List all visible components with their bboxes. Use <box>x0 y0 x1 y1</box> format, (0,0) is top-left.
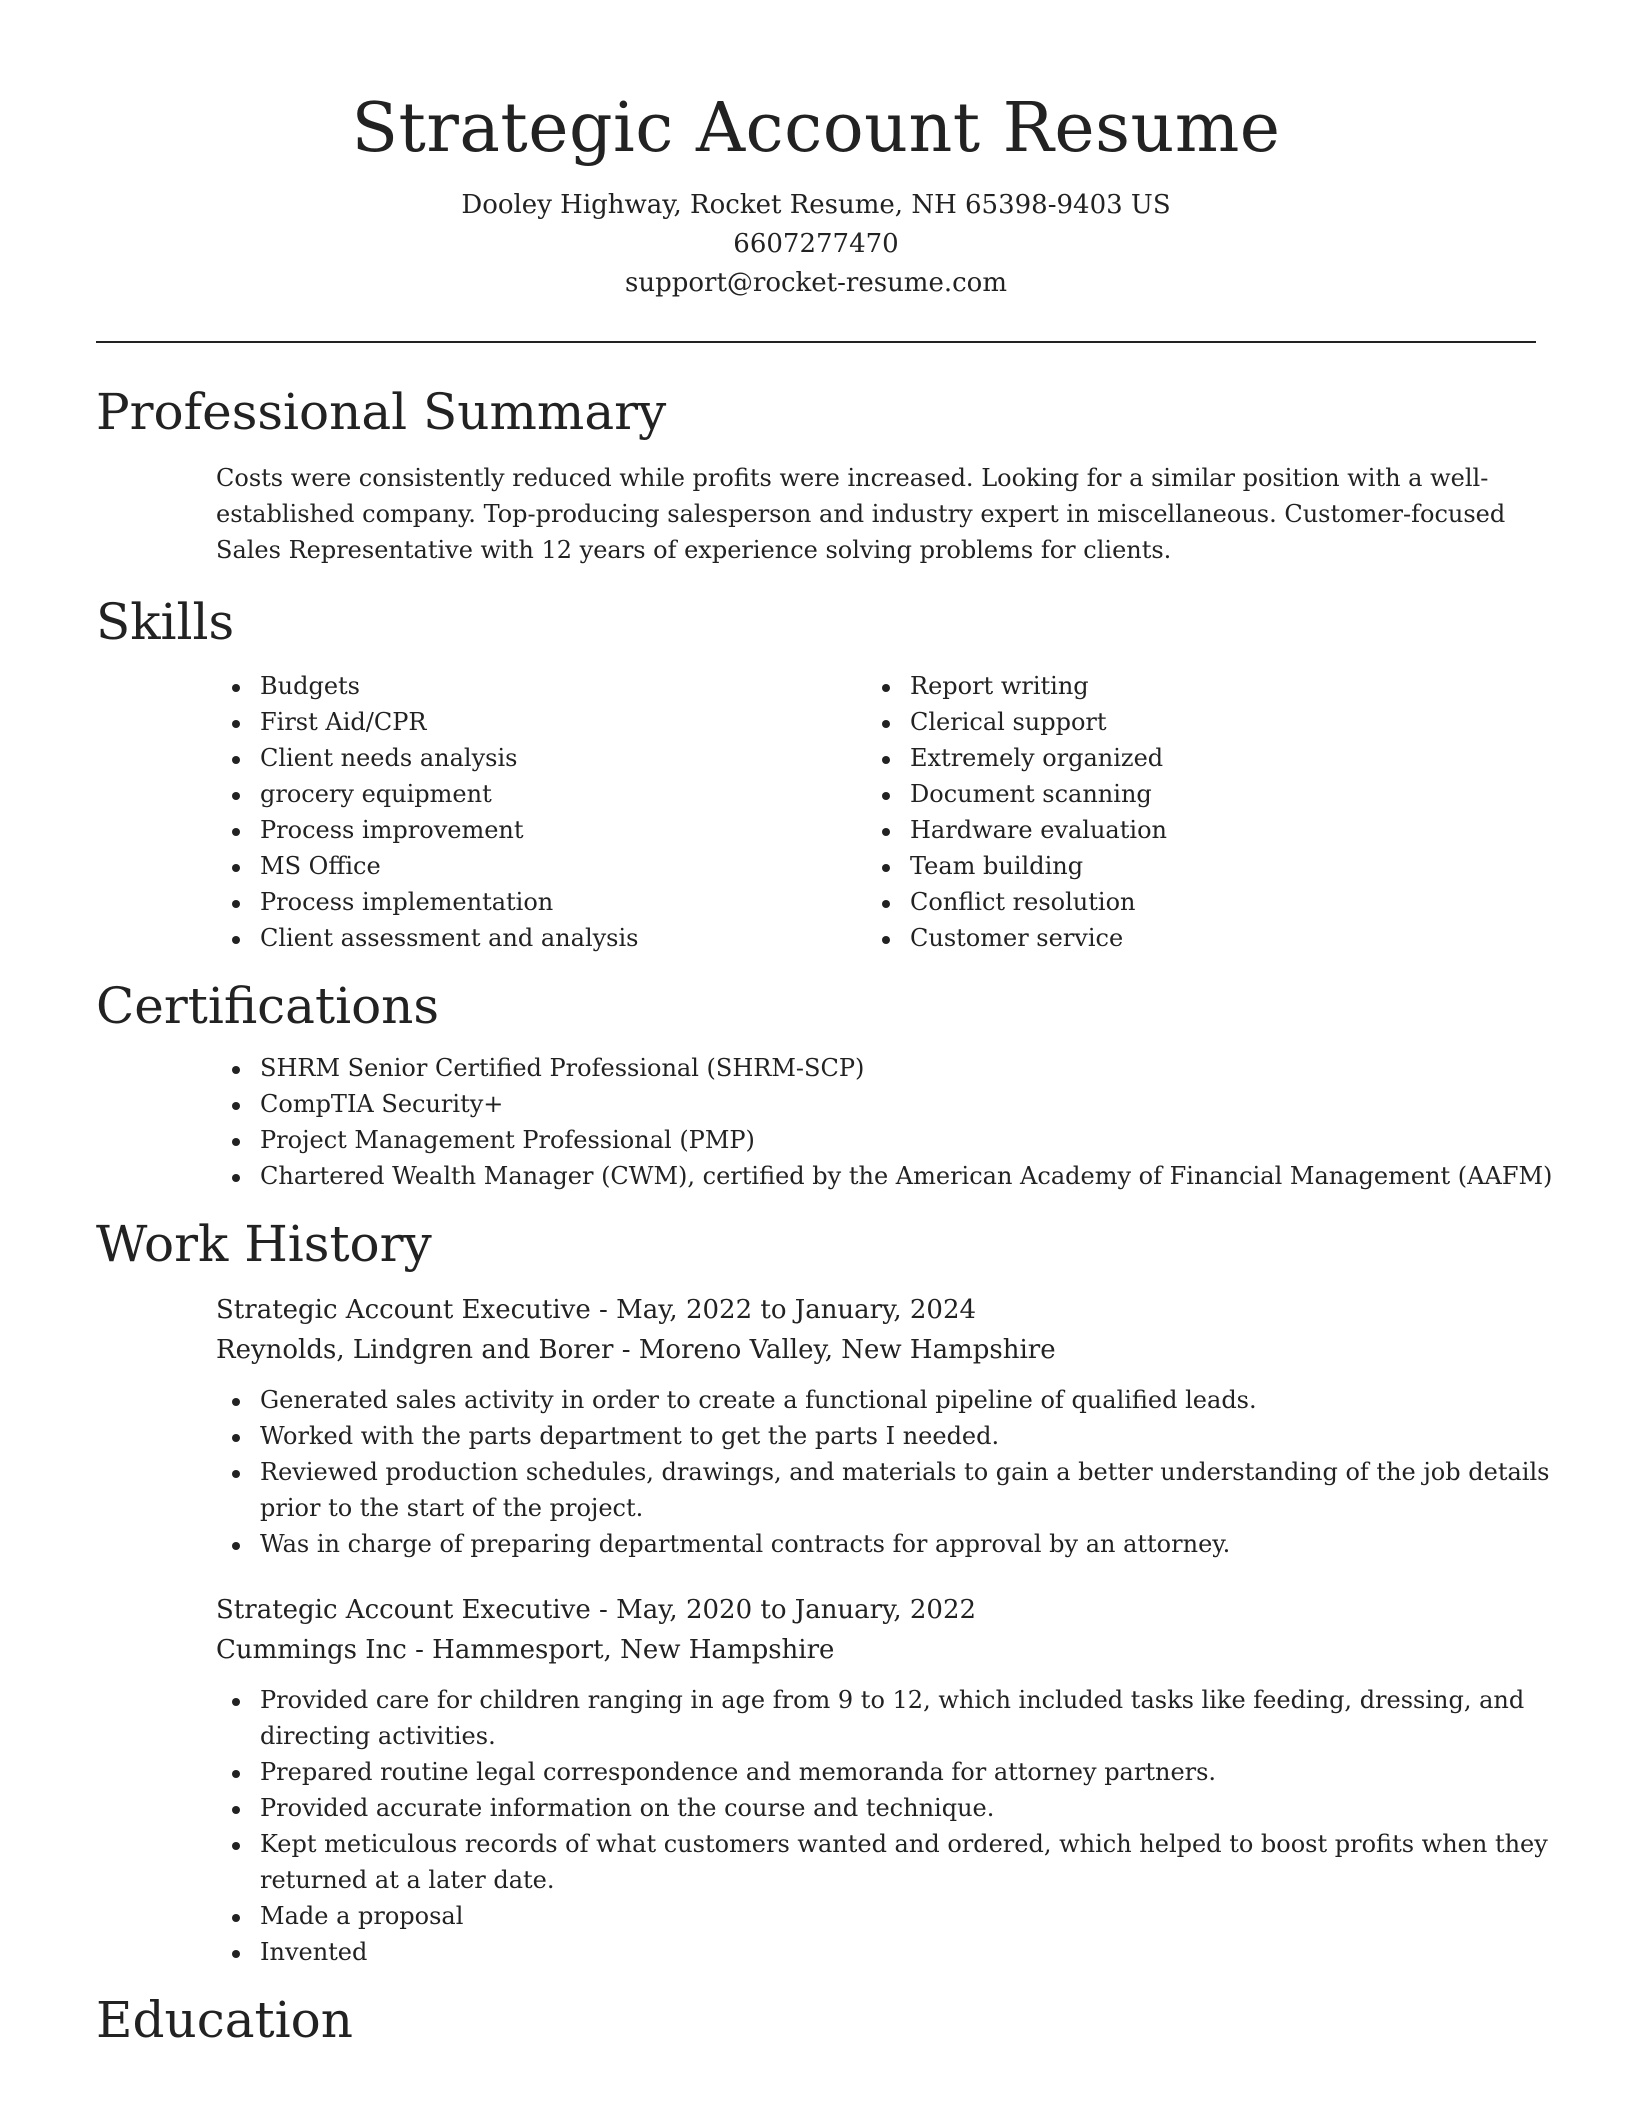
contact-address: Dooley Highway, Rocket Resume, NH 65398-9403 US <box>461 190 1171 220</box>
skill-item: Extremely organized <box>866 740 1516 776</box>
job-bullet: Generated sales activity in order to create a functional pipeline of qualified leads. <box>216 1382 1596 1418</box>
certifications-list <box>216 1050 1596 1194</box>
skill-item: Conflict resolution <box>866 884 1516 920</box>
skill-item: First Aid/CPR <box>216 704 866 740</box>
job-bullets <box>216 1382 1596 1562</box>
skills-heading: Skills <box>96 593 235 651</box>
certifications-heading: Certifications <box>96 977 440 1035</box>
skill-item: Client needs analysis <box>216 740 866 776</box>
job-bullet: Provided accurate information on the course and technique. <box>216 1790 1596 1826</box>
separator: - <box>621 1335 639 1365</box>
separator: - <box>415 1635 433 1665</box>
job-company: Reynolds, Lindgren and Borer <box>216 1335 614 1365</box>
job-bullet: Kept meticulous records of what customers wanted and ordered, which helped to boost profits when they returned at a later date. <box>216 1826 1596 1898</box>
job-role: Strategic Account Executive <box>216 1595 591 1625</box>
job-bullet: Provided care for children ranging in age from 9 to 12, which included tasks like feeding, dressing, and directing activities. <box>216 1682 1596 1754</box>
skill-item: Process implementation <box>216 884 866 920</box>
job-company: Cummings Inc <box>216 1635 407 1665</box>
contact-email: support@rocket-resume.com <box>624 268 1007 298</box>
certification-item: SHRM Senior Certified Professional (SHRM-SCP) <box>216 1050 1596 1086</box>
skill-item: grocery equipment <box>216 776 866 812</box>
summary-text: Costs were consistently reduced while profits were increased. Looking for a similar position with a well-established company. Top-producing salesperson and industry expert in miscellaneous. Customer-focused Sales Representative with 12 years of experience solving problems for clients. <box>216 464 1506 564</box>
resume-title: Strategic Account Resume <box>351 89 1281 168</box>
job-title-line <box>216 1590 1596 1630</box>
job-role: Strategic Account Executive <box>216 1295 591 1325</box>
education-heading: Education <box>96 1991 353 2049</box>
job-bullet: Invented <box>216 1934 1596 1970</box>
job-company-line <box>216 1630 1596 1670</box>
certification-item: Project Management Professional (PMP) <box>216 1122 1596 1158</box>
job-location: Moreno Valley, New Hampshire <box>638 1335 1056 1365</box>
skill-item: Process improvement <box>216 812 866 848</box>
job-title-line <box>216 1290 1596 1330</box>
job-bullet: Was in charge of preparing departmental contracts for approval by an attorney. <box>216 1526 1596 1562</box>
summary-heading: Professional Summary <box>96 383 667 441</box>
certification-item: CompTIA Security+ <box>216 1086 1596 1122</box>
skill-item: Customer service <box>866 920 1516 956</box>
job-company-line <box>216 1330 1596 1370</box>
job-entry <box>216 1590 1596 1670</box>
job-dates: May, 2020 to January, 2022 <box>616 1595 977 1625</box>
job-bullets <box>216 1682 1596 1970</box>
certification-item: Chartered Wealth Manager (CWM), certified by the American Academy of Financial Management (AAFM) <box>216 1158 1596 1194</box>
work-history-heading: Work History <box>96 1215 432 1273</box>
contact-block <box>0 186 1632 303</box>
separator: - <box>599 1595 617 1625</box>
job-bullet: Prepared routine legal correspondence and memoranda for attorney partners. <box>216 1754 1596 1790</box>
header-divider <box>96 341 1536 343</box>
job-bullet: Reviewed production schedules, drawings, and materials to gain a better understanding of the job details prior to the start of the project. <box>216 1454 1596 1526</box>
separator: - <box>599 1295 617 1325</box>
job-dates: May, 2022 to January, 2024 <box>616 1295 977 1325</box>
job-location: Hammesport, New Hampshire <box>432 1635 835 1665</box>
skills-list-left <box>216 668 866 956</box>
skill-item: Client assessment and analysis <box>216 920 866 956</box>
skill-item: Team building <box>866 848 1516 884</box>
job-bullet: Worked with the parts department to get the parts I needed. <box>216 1418 1596 1454</box>
skill-item: Hardware evaluation <box>866 812 1516 848</box>
skills-list-right <box>866 668 1516 956</box>
job-bullet: Made a proposal <box>216 1898 1596 1934</box>
skill-item: Report writing <box>866 668 1516 704</box>
skill-item: Document scanning <box>866 776 1516 812</box>
skill-item: Clerical support <box>866 704 1516 740</box>
skills-columns <box>216 668 1536 956</box>
contact-phone: 6607277470 <box>733 229 899 259</box>
skill-item: Budgets <box>216 668 866 704</box>
job-entry <box>216 1290 1596 1370</box>
resume-body <box>96 372 1553 2060</box>
skill-item: MS Office <box>216 848 866 884</box>
resume-header <box>0 0 1632 303</box>
